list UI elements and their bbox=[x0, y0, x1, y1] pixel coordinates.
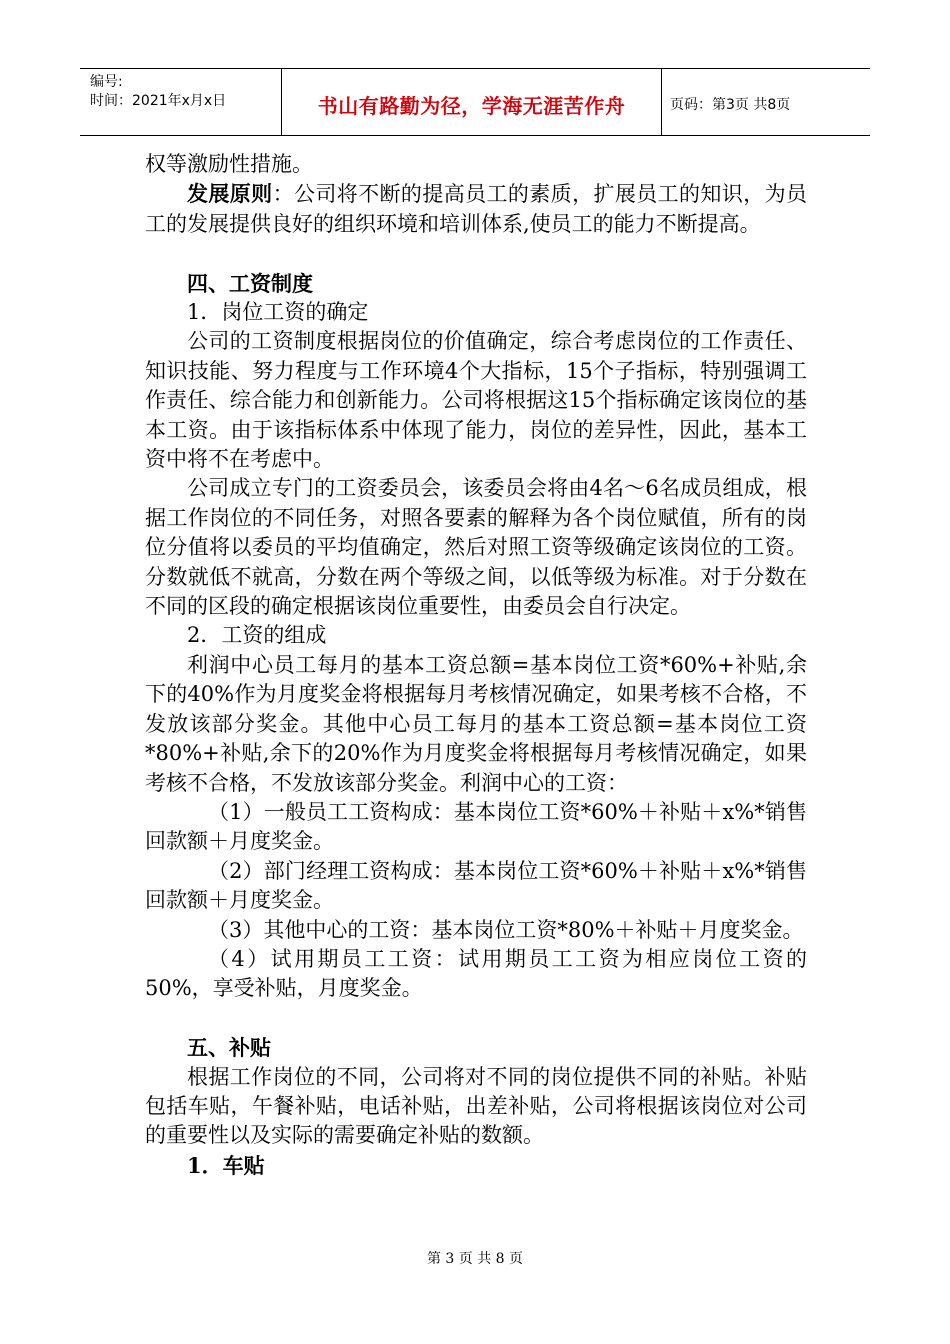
paragraph: 公司的工资制度根据岗位的价值确定，综合考虑岗位的工作责任、知识技能、努力程度与工作环境4个大指标，15个子指标，特别强调工作责任、综合能力和创新能力。公司将根据这15个指标确定该岗位的基本工资。由于该指标体系中体现了能力，岗位的差异性，因此，基本工资中将不在考虑中。 bbox=[145, 329, 807, 472]
list-item: （3）其他中心的工资：基本岗位工资*80%＋补贴＋月度奖金。 bbox=[208, 917, 804, 942]
header-page-cell bbox=[662, 69, 870, 135]
subsection-heading: 2．工资的组成 bbox=[187, 623, 327, 648]
header-left-cell bbox=[80, 69, 282, 135]
list-item: （2）部门经理工资构成：基本岗位工资*60%＋补贴＋x%*销售回款额＋月度奖金。 bbox=[145, 858, 807, 913]
header-page-code: 页码：第3页 共8页 bbox=[670, 97, 791, 113]
subsection-heading: 1．岗位工资的确定 bbox=[187, 300, 369, 325]
header-motto: 书山有路勤为径，学海无涯苦作舟 bbox=[317, 93, 626, 118]
page-footer: 第 3 页 共 8 页 bbox=[426, 1251, 524, 1267]
paragraph: 公司成立专门的工资委员会，该委员会将由4名～6名成员组成，根据工作岗位的不同任务，对照各要素的解释为各个岗位赋值，所有的岗位分值将以委员的平均值确定，然后对照工资等级确定该岗位的工资。分数就低不就高，分数在两个等级之间，以低等级为标准。对于分数在不同的区段的确定根据该岗位重要性，由委员会自行决定。 bbox=[145, 476, 807, 619]
list-item: （1）一般员工工资构成：基本岗位工资*60%＋补贴＋x%*销售回款额＋月度奖金。 bbox=[145, 799, 807, 854]
paragraph-development-principle bbox=[145, 179, 807, 239]
subsection-heading: 1．车贴 bbox=[187, 1152, 265, 1178]
page-header bbox=[80, 68, 870, 136]
paragraph-text: ：公司将不断的提高员工的素质，扩展员工的知识，为员工的发展提供良好的组织环境和培训体系,使员工的能力不断提高。 bbox=[145, 182, 808, 236]
paragraph: 利润中心员工每月的基本工资总额=基本岗位工资*60%+补贴,余下的40%作为月度奖金将根据每月考核情况确定，如果考核不合格，不发放该部分奖金。其他中心员工每月的基本工资总额=基本岗位工资*80%+补贴,余下的20%作为月度奖金将根据每月考核情况确定，如果考核不合格，不发放该部分奖金。利润中心的工资： bbox=[145, 652, 807, 795]
paragraph: 根据工作岗位的不同，公司将对不同的岗位提供不同的补贴。补贴包括车贴，午餐补贴，电话补贴，出差补贴，公司将根据该岗位对公司的重要性以及实际的需要确定补贴的数额。 bbox=[145, 1064, 807, 1148]
list-item: （4）试用期员工工资：试用期员工工资为相应岗位工资的50%，享受补贴，月度奖金。 bbox=[145, 946, 807, 1001]
document-body bbox=[145, 150, 807, 1180]
document-number-label: 编号: bbox=[90, 74, 123, 90]
inline-heading: 发展原则 bbox=[187, 181, 273, 207]
paragraph: 权等激励性措施。 bbox=[145, 152, 313, 176]
document-time-label: 时间：2021年x月x日 bbox=[90, 93, 227, 109]
section-heading: 四、工资制度 bbox=[187, 270, 313, 296]
section-heading: 五、补贴 bbox=[187, 1035, 271, 1061]
header-motto-cell bbox=[282, 69, 662, 135]
